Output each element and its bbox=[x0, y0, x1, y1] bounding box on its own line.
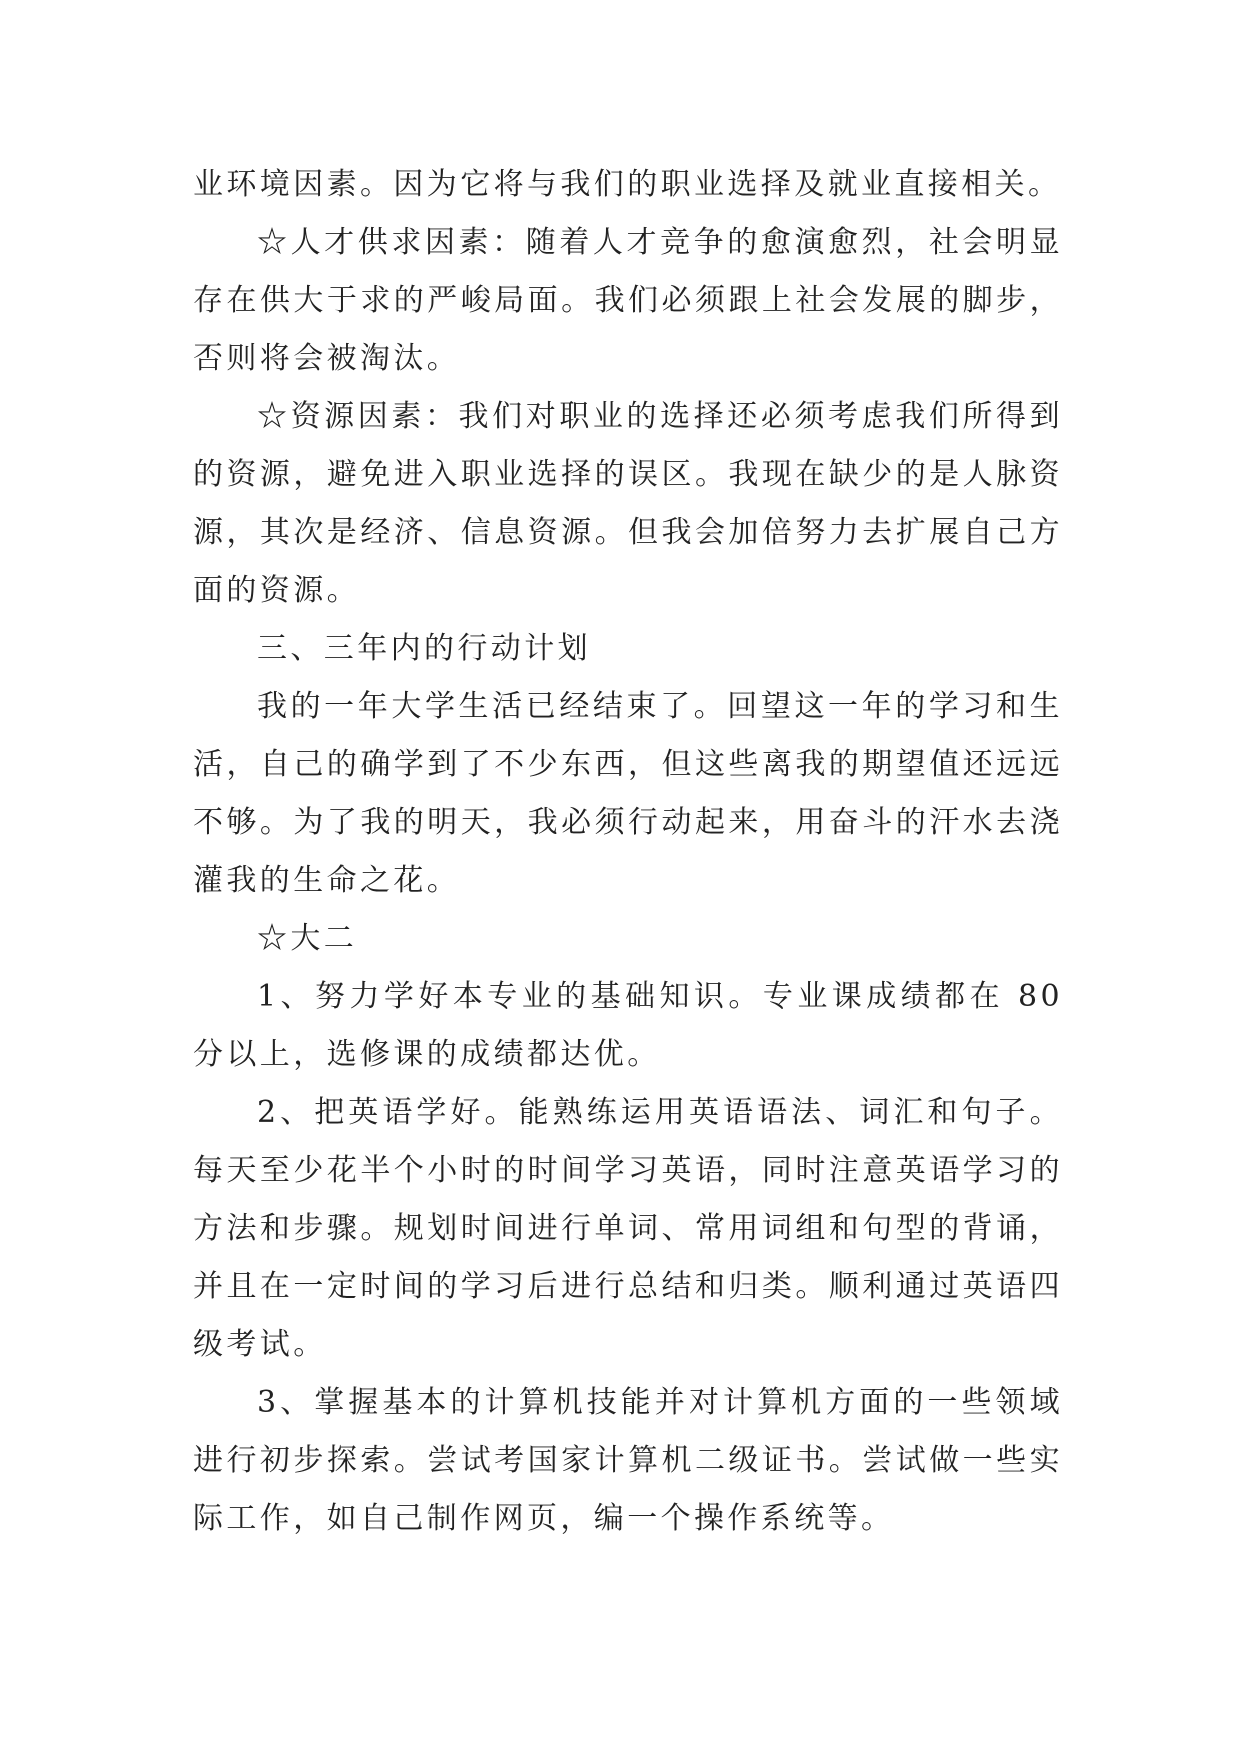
subheading-sophomore: ☆大二 bbox=[257, 921, 358, 956]
paragraph-talent-supply: ☆人才供求因素：随着人才竞争的愈演愈烈，社会明显存在供大于求的严峻局面。我们必须跟上社会发展的脚步，否则将会被淘汰。 bbox=[193, 225, 1063, 376]
list-item-1: 1、努力学好本专业的基础知识。专业课成绩都在 80 分以上，选修课的成绩都达优。 bbox=[193, 979, 1063, 1072]
document-body bbox=[193, 156, 1063, 1548]
section-heading-action-plan: 三、三年内的行动计划 bbox=[257, 631, 591, 666]
paragraph-resources: ☆资源因素：我们对职业的选择还必须考虑我们所得到的资源，避免进入职业选择的误区。我现在缺少的是人脉资源，其次是经济、信息资源。但我会加倍努力去扩展自己方面的资源。 bbox=[193, 399, 1063, 608]
paragraph-reflection: 我的一年大学生活已经结束了。回望这一年的学习和生活，自己的确学到了不少东西，但这些离我的期望值还远远不够。为了我的明天，我必须行动起来，用奋斗的汗水去浇灌我的生命之花。 bbox=[193, 689, 1063, 898]
paragraph-continuation: 业环境因素。因为它将与我们的职业选择及就业直接相关。 bbox=[193, 167, 1062, 202]
list-item-2: 2、把英语学好。能熟练运用英语语法、词汇和句子。每天至少花半个小时的时间学习英语，同时注意英语学习的方法和步骤。规划时间进行单词、常用词组和句型的背诵，并且在一定时间的学习后进行总结和归类。顺利通过英语四级考试。 bbox=[193, 1095, 1063, 1362]
list-item-3: 3、掌握基本的计算机技能并对计算机方面的一些领域进行初步探索。尝试考国家计算机二级证书。尝试做一些实际工作，如自己制作网页，编一个操作系统等。 bbox=[193, 1385, 1063, 1536]
